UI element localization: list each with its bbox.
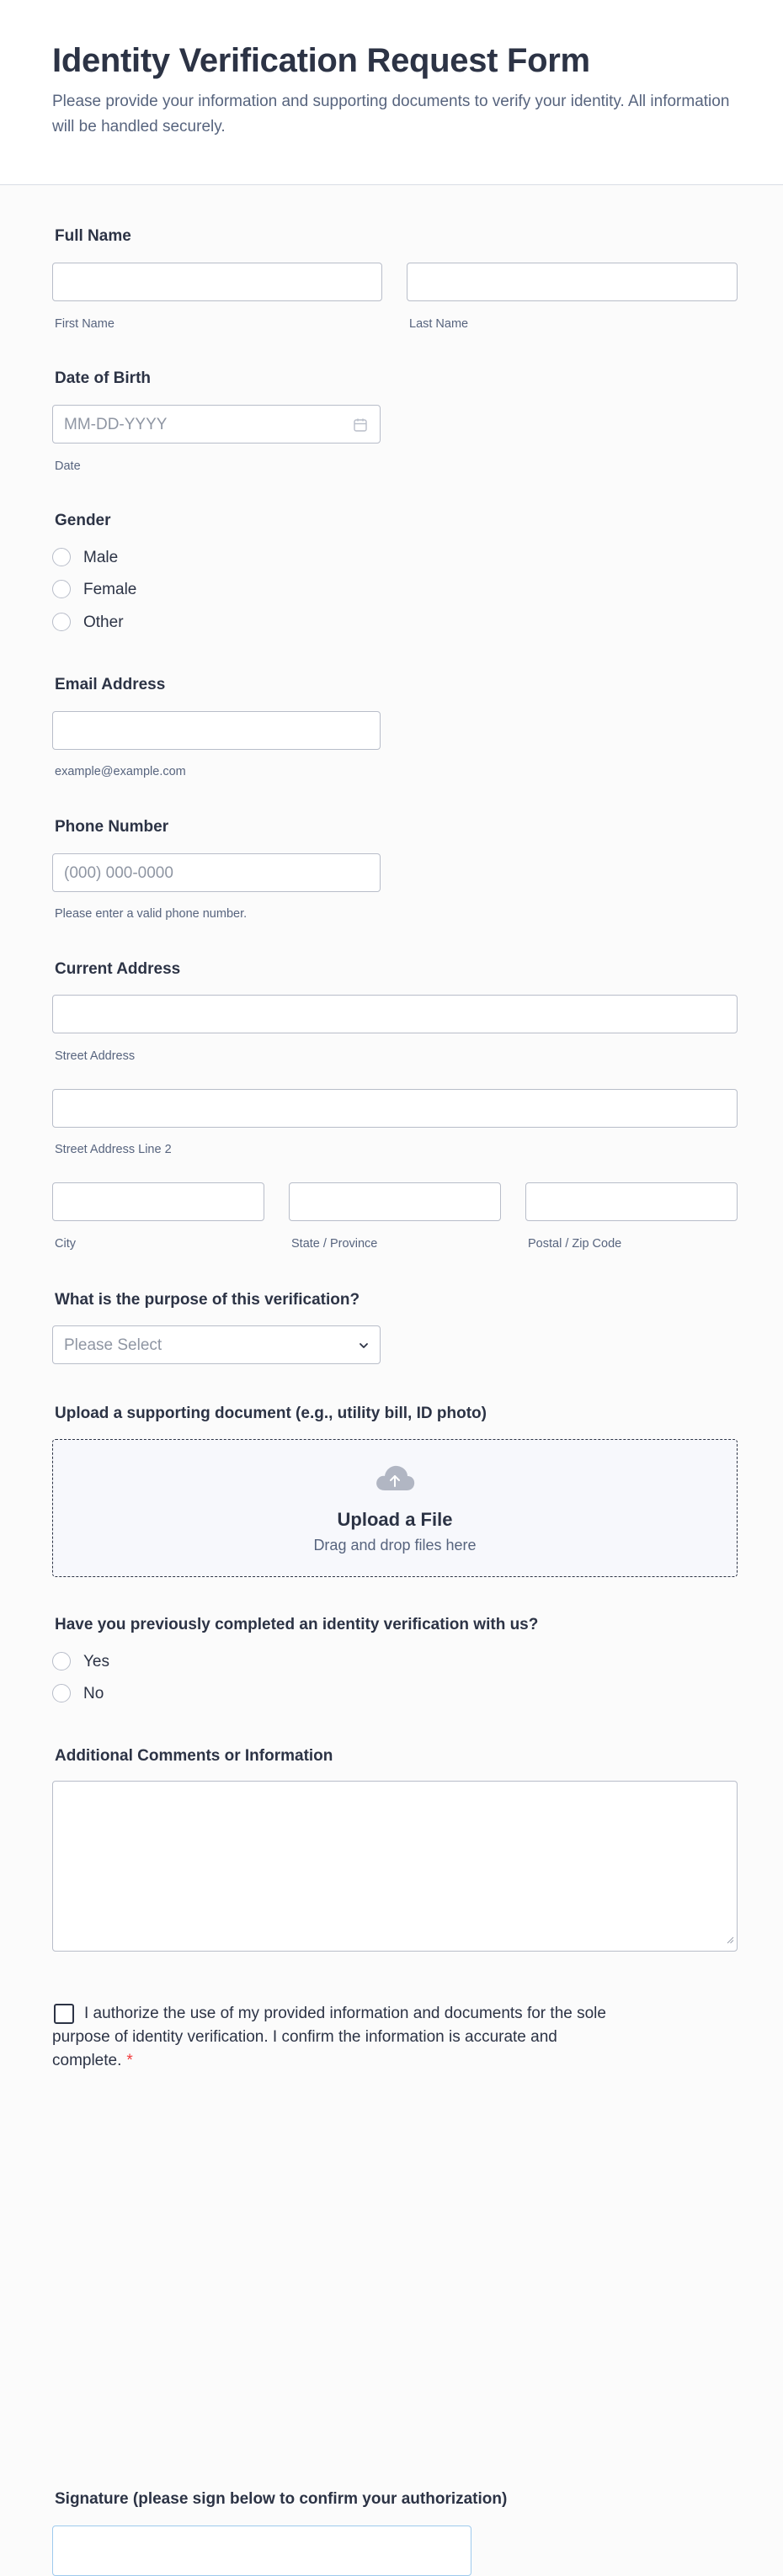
address-label: Current Address	[55, 960, 181, 978]
radio-label: No	[83, 1685, 104, 1702]
email-sublabel: example@example.com	[55, 765, 186, 778]
state-input[interactable]	[289, 1182, 501, 1221]
cloud-upload-icon	[374, 1463, 416, 1496]
resize-handle-icon[interactable]	[726, 1933, 734, 1948]
calendar-icon[interactable]	[353, 417, 368, 437]
authorization-statement	[52, 2002, 642, 2073]
city-input[interactable]	[52, 1182, 264, 1221]
form-header	[0, 0, 783, 185]
dob-label: Date of Birth	[55, 369, 151, 387]
zip-input[interactable]	[525, 1182, 738, 1221]
page-subtitle: Please provide your information and supporting documents to verify your identity. All information will be handled securely.	[52, 93, 730, 135]
last-name-sublabel: Last Name	[409, 317, 469, 331]
gender-label: Gender	[55, 512, 111, 529]
dob-placeholder: MM-DD-YYYY	[64, 416, 168, 433]
radio-circle[interactable]	[52, 613, 71, 631]
purpose-select[interactable]	[52, 1325, 381, 1364]
radio-label: Male	[83, 549, 119, 566]
last-name-input[interactable]	[407, 263, 738, 301]
street-address-line2-sublabel: Street Address Line 2	[55, 1143, 172, 1156]
required-asterisk: *	[126, 2052, 133, 2069]
chevron-down-icon	[358, 1340, 370, 1356]
city-sublabel: City	[55, 1237, 76, 1251]
upload-subtitle: Drag and drop files here	[313, 1537, 477, 1554]
phone-placeholder: (000) 000-0000	[64, 864, 173, 882]
full-name-label: Full Name	[55, 227, 131, 245]
authorization-text: I authorize the use of my provided information and documents for the sole purpose of identity verification. I confirm the information is accurate and complete.	[52, 2005, 606, 2069]
radio-circle[interactable]	[52, 1652, 71, 1670]
phone-label: Phone Number	[55, 818, 169, 836]
radio-label: Female	[83, 581, 137, 598]
comments-label: Additional Comments or Information	[55, 1747, 333, 1765]
radio-label: Other	[83, 613, 124, 631]
street-address-input[interactable]	[52, 995, 738, 1033]
street-address-line2-input[interactable]	[52, 1089, 738, 1128]
radio-label: Yes	[83, 1653, 109, 1670]
previous-verification-label: Have you previously completed an identity verification with us?	[55, 1616, 539, 1633]
email-field[interactable]	[52, 711, 381, 750]
authorization-checkbox[interactable]	[54, 2004, 74, 2024]
first-name-sublabel: First Name	[55, 317, 115, 331]
dob-sublabel: Date	[55, 459, 81, 473]
signature-pad[interactable]	[52, 2526, 471, 2576]
state-sublabel: State / Province	[291, 1237, 378, 1251]
email-label: Email Address	[55, 676, 166, 693]
phone-sublabel: Please enter a valid phone number.	[55, 907, 248, 921]
comments-textarea[interactable]	[52, 1781, 738, 1952]
upload-title: Upload a File	[337, 1509, 453, 1530]
zip-sublabel: Postal / Zip Code	[528, 1237, 622, 1251]
page-title: Identity Verification Request Form	[52, 42, 590, 79]
file-upload-dropzone[interactable]	[52, 1439, 738, 1577]
purpose-selected-value: Please Select	[64, 1336, 162, 1354]
upload-label: Upload a supporting document (e.g., utility bill, ID photo)	[55, 1405, 487, 1422]
signature-label: Signature (please sign below to confirm your authorization)	[55, 2490, 508, 2508]
dob-input[interactable]	[52, 405, 381, 443]
radio-circle[interactable]	[52, 548, 71, 566]
street-address-sublabel: Street Address	[55, 1049, 136, 1063]
radio-circle[interactable]	[52, 580, 71, 598]
phone-input[interactable]	[52, 853, 381, 892]
purpose-label: What is the purpose of this verification?	[55, 1291, 360, 1309]
radio-circle[interactable]	[52, 1684, 71, 1702]
first-name-input[interactable]	[52, 263, 382, 301]
